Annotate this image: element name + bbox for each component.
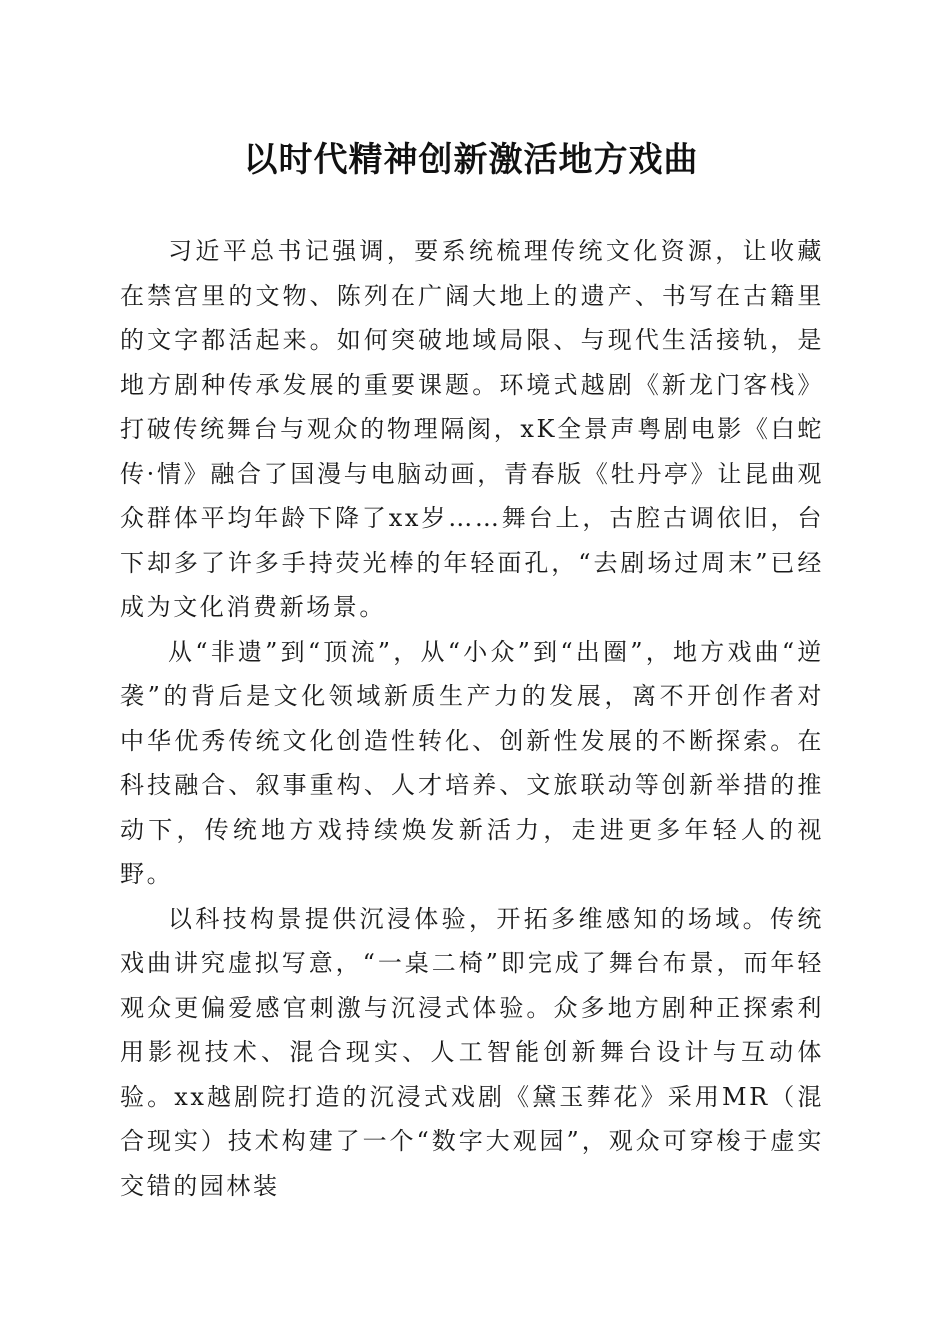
document-body xyxy=(120,229,824,1208)
paragraph: 以科技构景提供沉浸体验，开拓多维感知的场域。传统戏曲讲究虚拟写意，“一桌二椅”即完成了舞台布景，而年轻观众更偏爱感官刺激与沉浸式体验。众多地方剧种正探索利用影视技术、混合现实、人工智能创新舞台设计与互动体验。xx越剧院打造的沉浸式戏剧《黛玉葬花》采用MR（混合现实）技术构建了一个“数字大观园”，观众可穿梭于虚实交错的园林装 xyxy=(120,904,824,1200)
document-title: 以时代精神创新激活地方戏曲 xyxy=(243,140,699,180)
paragraph: 习近平总书记强调，要系统梳理传统文化资源，让收藏在禁宫里的文物、陈列在广阔大地上的遗产、书写在古籍里的文字都活起来。如何突破地域局限、与现代生活接轨，是地方剧种传承发展的重要课题。环境式越剧《新龙门客栈》打破传统舞台与观众的物理隔阂，xK全景声粤剧电影《白蛇传·情》融合了国漫与电脑动画，青春版《牡丹亭》让昆曲观众群体平均年龄下降了xx岁……舞台上，古腔古调依旧，台下却多了许多手持荧光棒的年轻面孔，“去剧场过周末”已经成为文化消费新场景。 xyxy=(120,237,824,621)
paragraph: 从“非遗”到“顶流”，从“小众”到“出圈”，地方戏曲“逆袭”的背后是文化领域新质生产力的发展，离不开创作者对中华优秀传统文化创造性转化、创新性发展的不断探索。在科技融合、叙事重构、人才培养、文旅联动等创新举措的推动下，传统地方戏持续焕发新活力，走进更多年轻人的视野。 xyxy=(120,637,824,888)
